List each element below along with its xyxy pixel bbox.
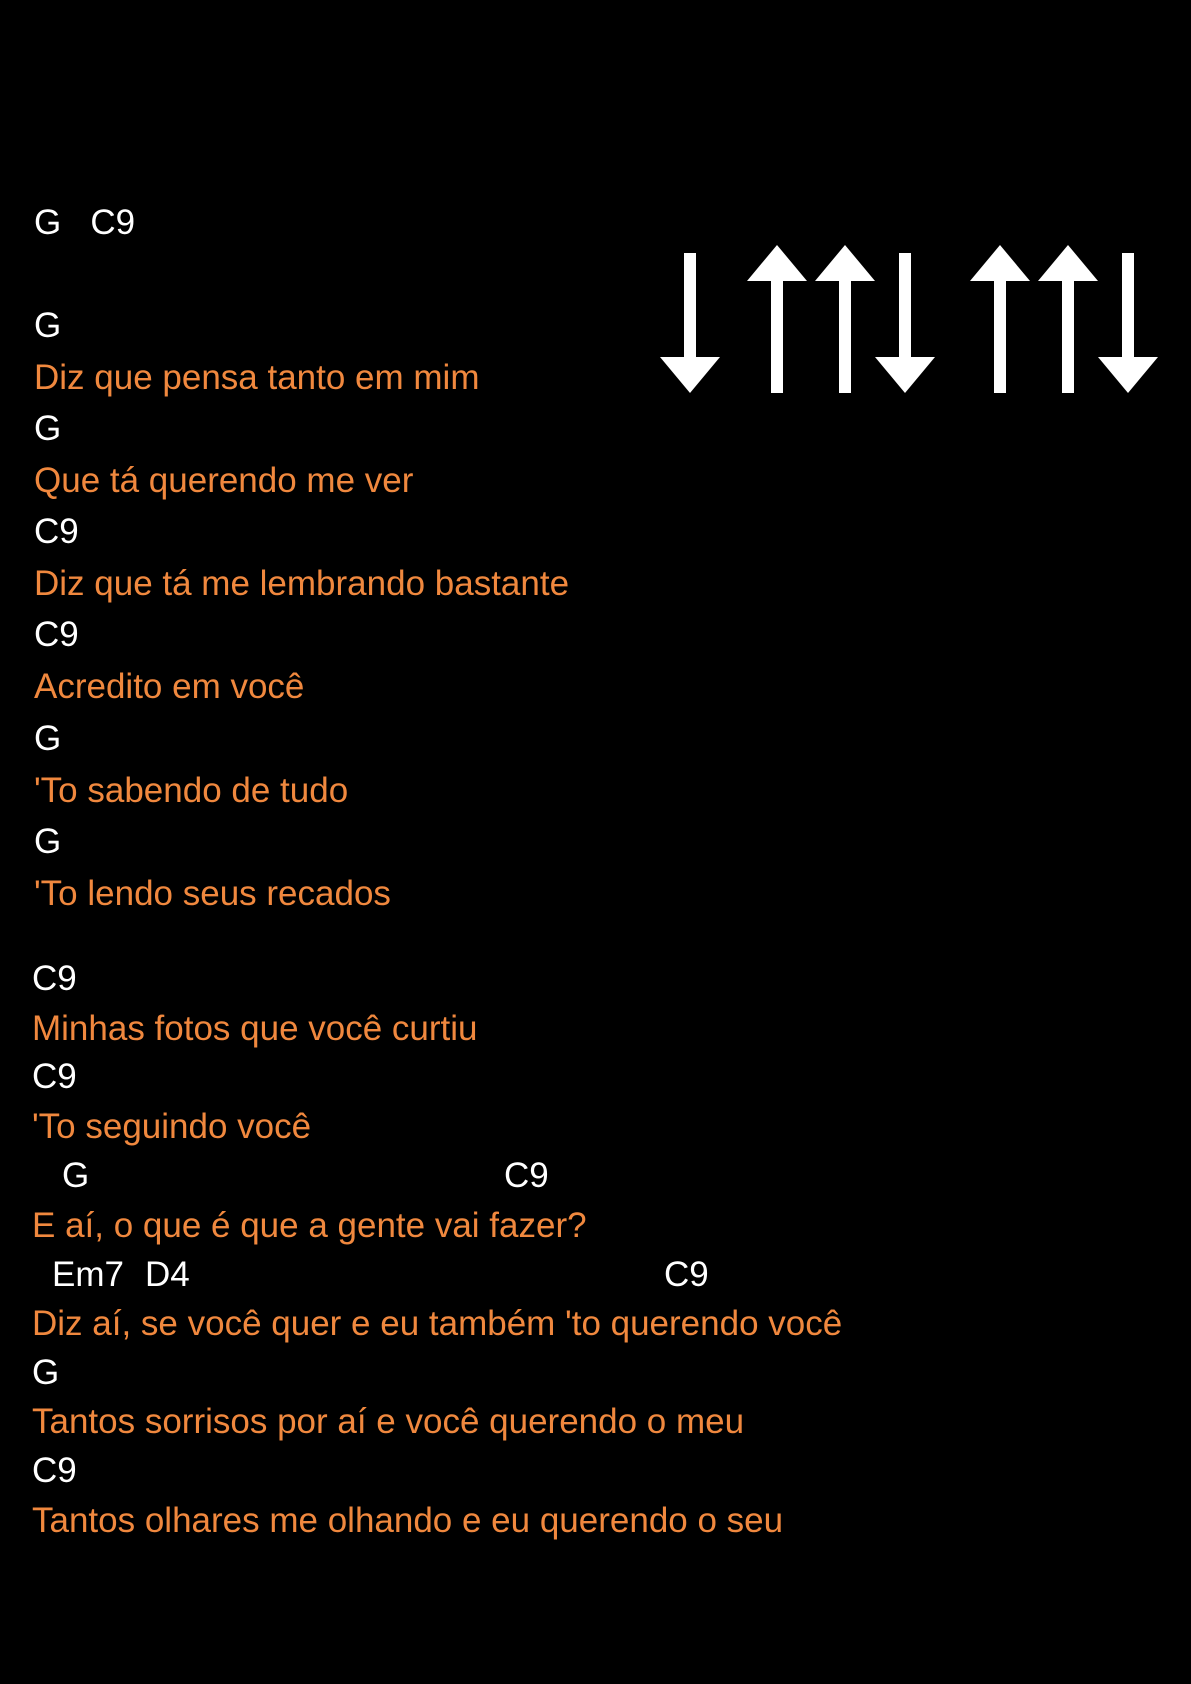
chord-line: C9 (34, 512, 79, 551)
chord-line: C9 (32, 959, 77, 998)
lyric-line: Que tá querendo me ver (34, 461, 414, 500)
chord-line: G (32, 1353, 60, 1392)
lyric-line: Diz aí, se você quer e eu também 'to querendo você (32, 1304, 843, 1343)
chord-line: C9 (32, 1451, 77, 1490)
intro-chords: G C9 (34, 203, 136, 242)
strum-up-arrow-icon (970, 245, 1030, 395)
lyric-line: Tantos olhares me olhando e eu querendo o seu (32, 1501, 784, 1540)
chord-label: C9 (504, 1156, 549, 1195)
chord-line: G (34, 409, 62, 448)
lyric-line: E aí, o que é que a gente vai fazer? (32, 1206, 587, 1245)
lyric-line: 'To sabendo de tudo (34, 771, 349, 810)
lyric-line: 'To lendo seus recados (34, 874, 391, 913)
chord-label: G (62, 1156, 90, 1195)
strum-down-arrow-icon (1098, 245, 1158, 395)
chord-label: D4 (145, 1255, 190, 1294)
chord-line: G (34, 306, 62, 345)
chord-line: C9 (34, 615, 79, 654)
lyric-line: Acredito em você (34, 667, 305, 706)
lyric-line: Tantos sorrisos por aí e você querendo o meu (32, 1402, 745, 1441)
chord-line: G (34, 822, 62, 861)
chord-label: C9 (664, 1255, 709, 1294)
strum-down-arrow-icon (875, 245, 935, 395)
strum-down-arrow-icon (660, 245, 720, 395)
chord-label: Em7 (52, 1255, 124, 1294)
lyric-line: Diz que pensa tanto em mim (34, 358, 480, 397)
lyric-line: Diz que tá me lembrando bastante (34, 564, 570, 603)
lyric-line: Minhas fotos que você curtiu (32, 1009, 478, 1048)
strum-up-arrow-icon (747, 245, 807, 395)
strum-up-arrow-icon (1038, 245, 1098, 395)
chord-line: C9 (32, 1057, 77, 1096)
strum-up-arrow-icon (815, 245, 875, 395)
chord-line: G (34, 719, 62, 758)
lyric-line: 'To seguindo você (32, 1107, 312, 1146)
